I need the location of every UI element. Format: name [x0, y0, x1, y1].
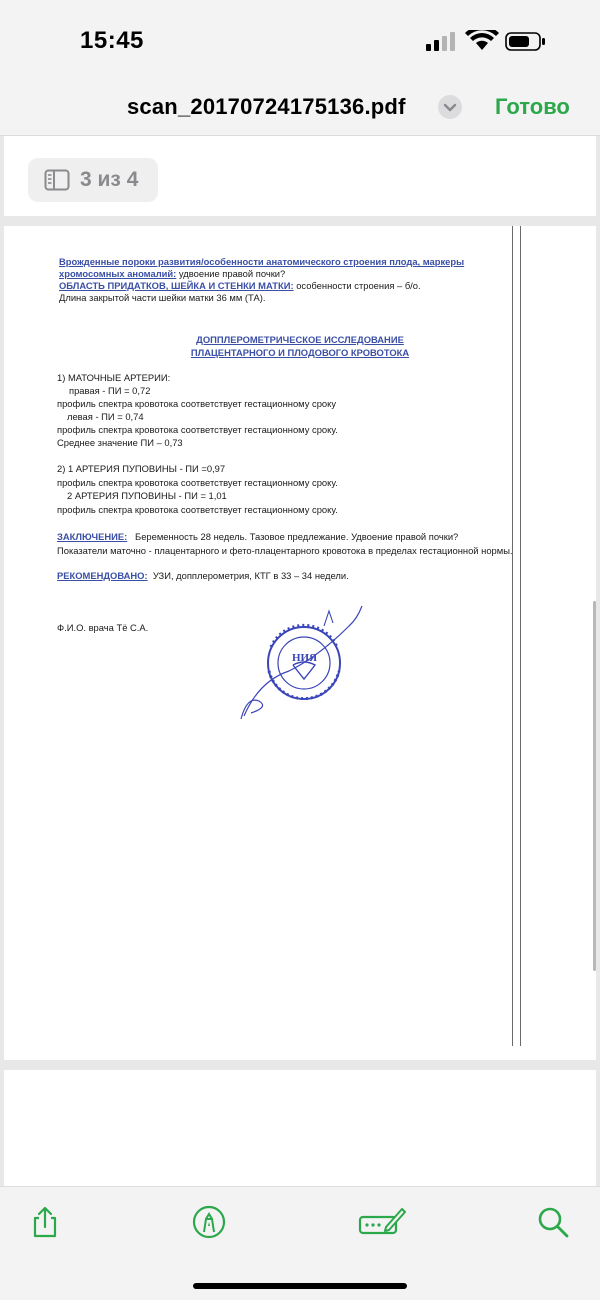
chevron-down-icon	[438, 95, 462, 119]
section-value: удвоение правой почки?	[178, 268, 286, 279]
markup-pen-icon	[192, 1205, 226, 1239]
uterine-right-profile: профиль спектра кровотока соответствует гестационному сроку	[57, 398, 337, 409]
page-indicator-label: 3 из 4	[80, 168, 139, 191]
share-icon	[28, 1205, 62, 1239]
status-bar	[0, 0, 600, 80]
pdf-page-next[interactable]	[4, 1070, 596, 1186]
sidebar-icon	[44, 169, 70, 191]
section-line	[59, 280, 421, 292]
svg-text:НИЯ: НИЯ	[292, 652, 318, 664]
umbilical-artery-2-profile: профиль спектра кровотока соответствует гестационному сроку.	[57, 504, 338, 515]
home-indicator[interactable]	[193, 1283, 407, 1289]
doctor-name: Ф.И.О. врача Тё С.А.	[57, 622, 149, 633]
recommend-line	[57, 570, 349, 582]
scrollbar[interactable]	[593, 601, 596, 971]
wifi-icon	[465, 30, 499, 50]
nav-bar	[0, 80, 600, 136]
doctor-stamp	[229, 601, 374, 731]
section-line	[59, 268, 285, 280]
cellular-signal-icon	[426, 32, 455, 51]
pdf-page-current[interactable]	[4, 226, 596, 1060]
recommend-label: РЕКОМЕНДОВАНО:	[57, 570, 148, 581]
share-button[interactable]	[28, 1205, 62, 1239]
status-icons	[422, 30, 552, 52]
markup-button[interactable]	[192, 1205, 226, 1239]
umbilical-artery-2: 2 АРТЕРИЯ ПУПОВИНЫ - ПИ = 1,01	[67, 490, 227, 501]
section-heading: Врожденные пороки развития/особенности анатомического строения плода, маркеры	[59, 256, 465, 267]
doppler-subtitle: ПЛАЦЕНТАРНОГО И ПЛОДОВОГО КРОВОТОКА	[190, 347, 410, 358]
section-heading: ОБЛАСТЬ ПРИДАТКОВ, ШЕЙКА И СТЕНКИ МАТКИ:	[59, 280, 294, 291]
status-time: 15:45	[80, 27, 144, 54]
document-title[interactable]: scan_20170724175136.pdf	[127, 94, 406, 119]
signature-button[interactable]	[358, 1205, 406, 1239]
uterine-mean: Среднее значение ПИ – 0,73	[57, 437, 183, 448]
conclusion-text-2: Показатели маточно - плацентарного и фето-плацентарного кровотока в пределах гестационной нормы.	[57, 545, 513, 556]
doppler-title: ДОППЛЕРОМЕТРИЧЕСКОЕ ИССЛЕДОВАНИЕ	[196, 334, 404, 345]
conclusion-label: ЗАКЛЮЧЕНИЕ:	[57, 531, 128, 542]
title-menu-button[interactable]	[438, 95, 462, 119]
cervix-line: Длина закрытой части шейки матки 36 мм (ТА).	[59, 292, 266, 303]
section-value: особенности строения – б/о.	[296, 280, 421, 291]
search-button[interactable]	[536, 1205, 570, 1239]
section-heading: хромосомных аномалий:	[59, 268, 177, 279]
bottom-toolbar	[0, 1186, 600, 1300]
uterine-left-profile: профиль спектра кровотока соответствует гестационному сроку.	[57, 424, 338, 435]
uterine-heading: 1) МАТОЧНЫЕ АРТЕРИИ:	[57, 372, 171, 383]
battery-icon	[506, 33, 545, 50]
umbilical-artery-1: 2) 1 АРТЕРИЯ ПУПОВИНЫ - ПИ =0,97	[57, 463, 226, 474]
done-button[interactable]: Готово	[495, 94, 570, 119]
page-indicator[interactable]	[28, 158, 158, 202]
recommend-text: УЗИ, допплерометрия, КТГ в 33 – 34 недели.	[152, 570, 349, 581]
conclusion-text: Беременность 28 недель. Тазовое предлежание. Удвоение правой почки?	[135, 531, 459, 542]
conclusion-line	[57, 531, 458, 543]
uterine-right: правая - ПИ = 0,72	[69, 385, 151, 396]
search-icon	[536, 1205, 570, 1239]
uterine-left: левая - ПИ = 0,74	[67, 411, 144, 422]
signature-icon	[358, 1205, 406, 1239]
umbilical-artery-1-profile: профиль спектра кровотока соответствует гестационному сроку.	[57, 477, 338, 488]
